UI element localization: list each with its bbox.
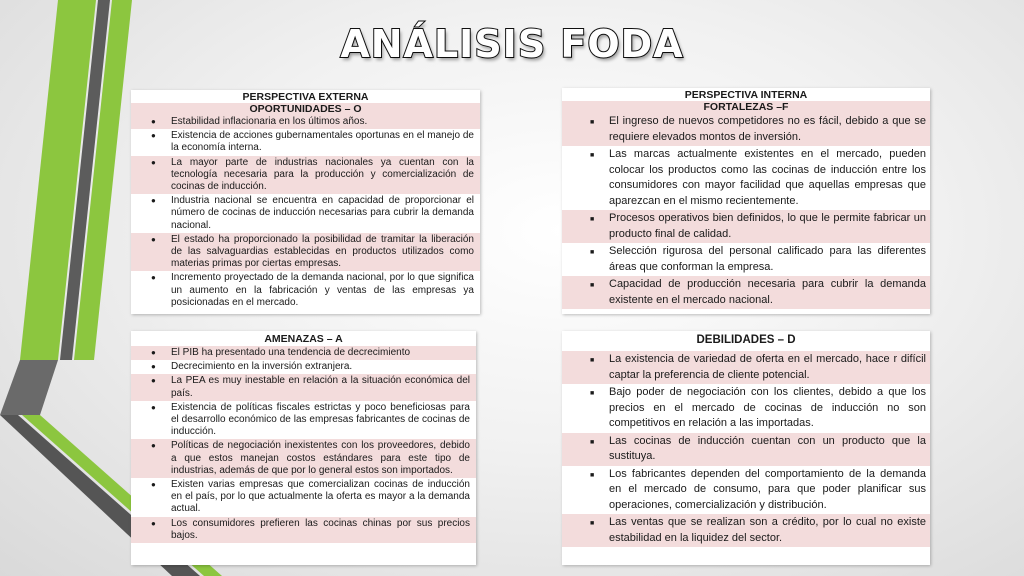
bullet-icon: ● <box>151 117 156 126</box>
bullet-icon: ● <box>151 273 156 283</box>
external-perspective-header: PERSPECTIVA EXTERNA <box>131 90 480 103</box>
list-item: ● El estado ha proporcionado la posibilidad de tramitar la liberación de las salvaguardias establecidas en productos utilizados como materias primas por ciertas empresas. <box>131 233 480 272</box>
weaknesses-header: DEBILIDADES – D <box>562 331 930 351</box>
list-item: ● Decrecimiento en la inversión extranjera. <box>131 360 476 374</box>
list-item: ■ Las ventas que se realizan son a crédito, por lo cual no existe estabilidad en la liquidez del sector. <box>562 514 930 547</box>
list-item: ■ Los fabricantes dependen del comportamiento de la demanda en el mercado de consumo, para que poder planificar sus operaciones, comercialización y distribución. <box>562 466 930 515</box>
bullet-icon: ● <box>151 441 156 451</box>
bullet-icon: ● <box>151 362 156 372</box>
bullet-icon: ■ <box>590 282 595 289</box>
bullet-icon: ■ <box>590 119 595 126</box>
bullet-icon: ■ <box>590 152 595 159</box>
bullet-icon: ● <box>151 234 156 244</box>
threats-header: AMENAZAS – A <box>131 331 476 346</box>
bullet-icon: ■ <box>590 357 595 364</box>
strengths-list <box>562 113 930 309</box>
list-item: ■ Capacidad de producción necesaria para cubrir la demanda existente en el mercado nacional. <box>562 276 930 309</box>
list-item: ■ Procesos operativos bien definidos, lo que le permite fabricar un producto final de calidad. <box>562 210 930 243</box>
opportunities-list <box>131 115 480 310</box>
list-item: ■ Selección rigurosa del personal calificado para las diferentes áreas que conforman la empresa. <box>562 243 930 276</box>
bullet-icon: ● <box>151 376 156 386</box>
bullet-icon: ● <box>151 480 156 490</box>
weaknesses-panel <box>562 331 930 565</box>
list-item: ■ Las cocinas de inducción cuentan con un producto que la sustituya. <box>562 433 930 466</box>
bullet-icon: ● <box>151 157 156 167</box>
bullet-icon: ■ <box>590 249 595 256</box>
weaknesses-list <box>562 351 930 547</box>
bullet-icon: ■ <box>590 438 595 446</box>
threats-list <box>131 346 476 543</box>
strengths-panel <box>562 88 930 314</box>
internal-perspective-header: PERSPECTIVA INTERNA <box>562 88 930 101</box>
list-item: ● La PEA es muy inestable en relación a la situación económica del país. <box>131 374 476 400</box>
list-item: ■ Las marcas actualmente existentes en el mercado, pueden colocar los productos como las cocinas de inducción entre los consumidores con mayor facilidad que aquellas empresas que aparezcan en el mismo recientemente. <box>562 146 930 210</box>
list-item: ● Incremento proyectado de la demanda nacional, por lo que significa un aumento en la fabricación y ventas de las empresas ya posicionadas en el mercado. <box>131 271 480 310</box>
bullet-icon: ■ <box>590 216 595 223</box>
list-item: ● Existencia de políticas fiscales estrictas y poco beneficiosas para el desarrollo económico de las empresas fabricantes de cocinas de inducción. <box>131 401 476 440</box>
bullet-icon: ● <box>151 348 156 357</box>
list-item: ■ El ingreso de nuevos competidores no es fácil, debido a que se requiere elevados montos de inversión. <box>562 113 930 146</box>
list-item: ■ La existencia de variedad de oferta en el mercado, hace r difícil captar la preferencia de cliente potencial. <box>562 351 930 384</box>
list-item: ● Políticas de negociación inexistentes con los proveedores, debido a que estos manejan costos estándares para este tipo de industrias, además de que por lo general estos son importados. <box>131 439 476 478</box>
stripe-joint <box>0 360 58 415</box>
opportunities-header: OPORTUNIDADES – O <box>131 103 480 115</box>
slide-title: ANÁLISIS FODA <box>340 22 684 66</box>
bullet-icon: ● <box>151 518 156 528</box>
list-item: ● Existencia de acciones gubernamentales oportunas en el manejo de la economía interna. <box>131 129 480 155</box>
list-item: ● Estabilidad inflacionaria en los últimos años. <box>131 115 480 129</box>
bullet-icon: ● <box>151 131 156 141</box>
bullet-icon: ■ <box>590 471 595 479</box>
bullet-icon: ● <box>151 402 156 412</box>
opportunities-panel <box>131 90 480 314</box>
list-item: ● Los consumidores prefieren las cocinas chinas por sus precios bajos. <box>131 517 476 543</box>
bullet-icon: ■ <box>590 520 595 527</box>
bullet-icon: ■ <box>590 390 595 397</box>
list-item: ● Existen varias empresas que comercializan cocinas de inducción en el país, por lo que actualmente la oferta es mayor a la demanda actual. <box>131 478 476 517</box>
threats-panel <box>131 331 476 565</box>
strengths-header: FORTALEZAS –F <box>562 101 930 113</box>
list-item: ● El PIB ha presentado una tendencia de decrecimiento <box>131 346 476 360</box>
bullet-icon: ● <box>151 196 156 206</box>
list-item: ● Industria nacional se encuentra en capacidad de proporcionar el número de cocinas de inducción necesarias para cubrir la demanda nacional. <box>131 194 480 233</box>
list-item: ■ Bajo poder de negociación con los clientes, debido a que los precios en el mercado de cocinas de inducción no son competitivos en relación a las importadas. <box>562 384 930 433</box>
list-item: ● La mayor parte de industrias nacionales ya cuentan con la tecnología necesaria para la producción y comercialización de cocinas de inducción. <box>131 156 480 195</box>
